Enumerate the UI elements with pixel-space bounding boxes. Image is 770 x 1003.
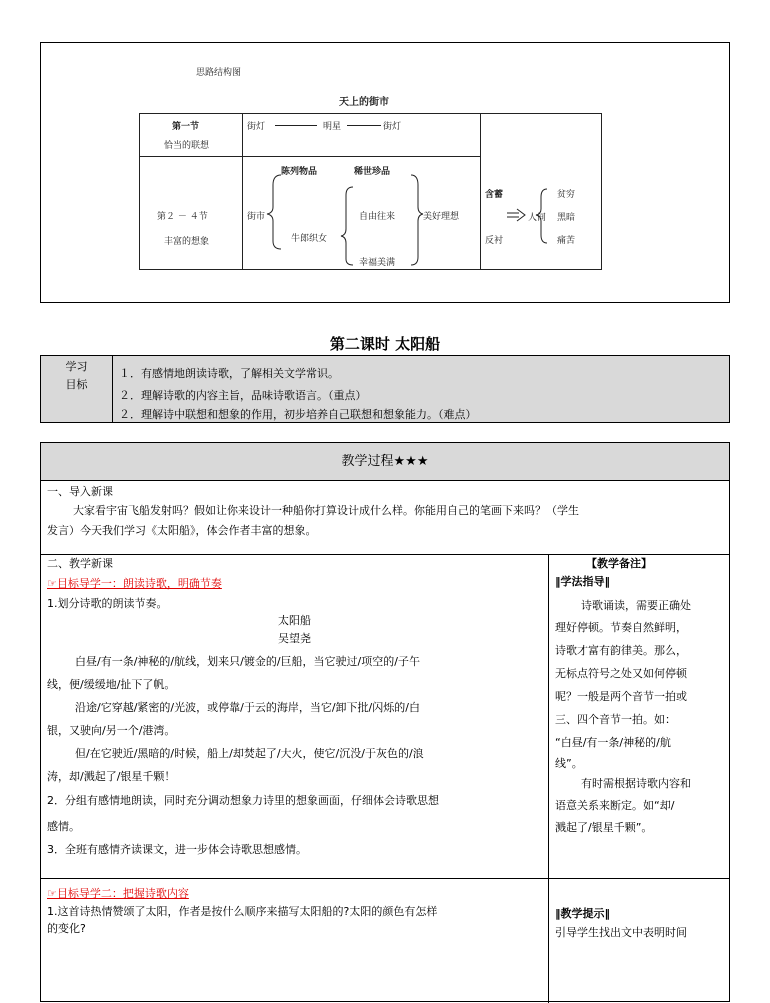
brace-lines bbox=[41, 43, 731, 304]
task2-line2: 感情。 bbox=[47, 820, 80, 833]
lesson-title: 第二课时 太阳船 bbox=[329, 335, 441, 353]
happy-label: 幸福美满 bbox=[359, 258, 396, 268]
intro-text-line1: 大家看宇宙飞船发射吗？假如让你来设计一种船你打算设计成什么样。你能用自己的笔画下来吗？（学生 bbox=[73, 504, 579, 517]
section1-number: 第一节 bbox=[172, 122, 200, 132]
section2-desc: 丰富的想象 bbox=[164, 237, 210, 247]
notes-line: 诗歌才富有韵律美。那么， bbox=[555, 644, 687, 657]
objective-item: ２．理解诗歌的内容主旨，品味诗歌语言。（重点） bbox=[119, 389, 367, 402]
top-streetlamp-2: 街灯 bbox=[383, 122, 402, 132]
poem-line: 线，便/缓缓地/扯下了帆。 bbox=[47, 678, 176, 691]
poem-line: 银，又驶向/另一个/港湾。 bbox=[47, 724, 176, 737]
structure-diagram bbox=[40, 42, 730, 303]
section2-number: 第２ － ４节 bbox=[157, 212, 208, 222]
implicit-label: 含蓄 bbox=[485, 190, 504, 200]
teaching-process-table bbox=[40, 442, 730, 1002]
notes-line: 诗歌诵读，需要正确处 bbox=[581, 599, 691, 612]
couple-label: 牛郎织女 bbox=[291, 234, 328, 244]
notes-line: 呢？一般是两个音节一拍或 bbox=[555, 690, 687, 703]
task4-line1: 1.这首诗热情赞颂了太阳，作者是按什么顺序来描写太阳船的?太阳的颜色有怎样 bbox=[47, 905, 438, 918]
notes-line: “白昼/有一条/神秘的/航 bbox=[555, 736, 671, 749]
task3-text: 3．全班有感情齐读课文，进一步体会诗歌思想感情。 bbox=[47, 843, 307, 856]
process-header: 教学过程★★★ bbox=[41, 443, 729, 481]
objectives-label-line2: 目标 bbox=[65, 378, 88, 391]
result-poverty: 贫穷 bbox=[557, 190, 576, 200]
diagram-caption: 思路结构图 bbox=[196, 68, 242, 78]
notes-title: 【教学备注】 bbox=[586, 557, 652, 570]
objectives-label-line1: 学习 bbox=[65, 360, 88, 373]
goal2-heading: ☞目标导学二：把握诗歌内容 bbox=[47, 887, 189, 900]
new-lesson-heading: 二、教学新课 bbox=[47, 557, 113, 570]
task4-line2: 的变化? bbox=[47, 922, 86, 935]
objective-item: ２．理解诗中联想和想象的作用，初步培养自己联想和想象能力。（难点） bbox=[119, 408, 477, 421]
notes-method-heading: ‖学法指导‖ bbox=[555, 575, 610, 588]
notes-line: 理好停顿。节奏自然鲜明， bbox=[555, 621, 687, 634]
human-label: 人间 bbox=[528, 213, 547, 223]
notes-line: 三、四个音节一拍。如： bbox=[555, 713, 676, 726]
learning-objectives bbox=[40, 355, 730, 423]
notes-line: 无标点符号之处又如何停顿 bbox=[555, 667, 687, 680]
result-darkness: 黑暗 bbox=[557, 213, 576, 223]
poem-line: 沿途/它穿越/紧密的/光波，或停靠/于云的海岸，当它/卸下批/闪烁的/白 bbox=[75, 701, 420, 714]
contrast-label: 反衬 bbox=[485, 236, 504, 246]
section1-desc: 恰当的联想 bbox=[164, 141, 210, 151]
task1-text: 1.划分诗歌的朗读节奏。 bbox=[47, 597, 168, 610]
task2-line1: 2．分组有感情地朗读，同时充分调动想象力诗里的想象画面，仔细体会诗歌思想 bbox=[47, 794, 439, 807]
column-divider bbox=[548, 554, 549, 1003]
notes-hint-heading: ‖教学提示‖ bbox=[555, 907, 610, 920]
notes-line: 语意关系来断定。如“却/ bbox=[555, 799, 675, 812]
objective-item: １．有感情地朗读诗歌，了解相关文学常识。 bbox=[119, 367, 339, 380]
intro-text-line2: 发言）今天我们学习《太阳船》，体会作者丰富的想象。 bbox=[47, 524, 317, 537]
objectives-label bbox=[41, 356, 113, 422]
goods-label: 陈列物品 bbox=[281, 167, 318, 177]
poem-line: 白昼/有一条/神秘的/航线，划来只/镀金的/巨船，当它驶过/项空的/子午 bbox=[75, 655, 420, 668]
ideal-label: 美好理想 bbox=[423, 212, 460, 222]
intro-heading: 一、导入新课 bbox=[47, 485, 113, 498]
poem-line: 但/在它驶近/黑暗的/时候，船上/却焚起了/大火，使它/沉没/于灰色的/浪 bbox=[75, 747, 424, 760]
diagram-title: 天上的街市 bbox=[339, 97, 389, 108]
free-label: 自由往来 bbox=[359, 212, 396, 222]
rare-label: 稀世珍品 bbox=[354, 167, 391, 177]
notes-line: 线”。 bbox=[555, 757, 583, 770]
notes-line: 溅起了/银星千颗”。 bbox=[555, 821, 653, 834]
goal1-heading: ☞目标导学一：朗读诗歌，明确节奏 bbox=[47, 577, 222, 590]
top-star: 明星 bbox=[323, 122, 342, 132]
poem-title: 太阳船 bbox=[278, 614, 311, 627]
poem-author: 吴望尧 bbox=[278, 632, 311, 645]
result-suffering: 痛苦 bbox=[557, 236, 576, 246]
poem-line: 涛，却/溅起了/银星千颗！ bbox=[47, 770, 176, 783]
street-label: 街市 bbox=[247, 212, 266, 222]
row-divider bbox=[41, 878, 729, 879]
notes-hint-line: 引导学生找出文中表明时间 bbox=[555, 926, 687, 939]
notes-line: 有时需根据诗歌内容和 bbox=[581, 777, 691, 790]
top-streetlamp-1: 街灯 bbox=[247, 122, 266, 132]
